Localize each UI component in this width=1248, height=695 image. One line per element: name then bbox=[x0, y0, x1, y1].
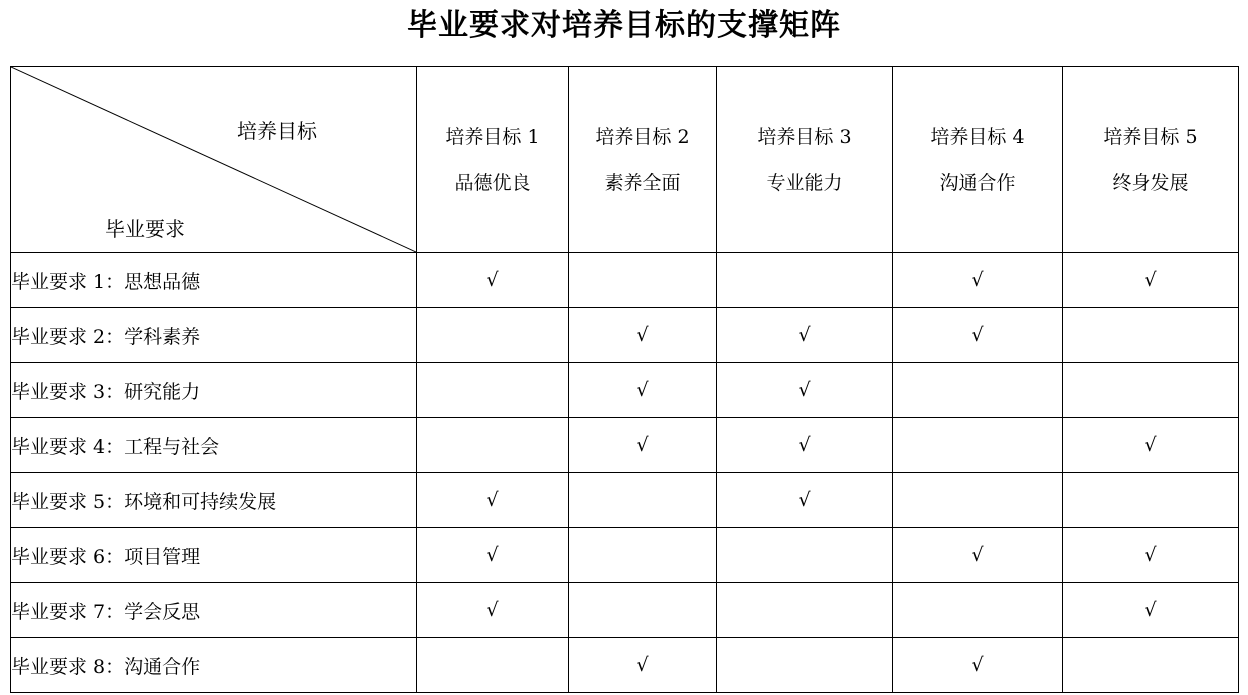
support-mark-cell: √ bbox=[569, 363, 717, 418]
support-mark-cell: √ bbox=[717, 363, 893, 418]
support-mark-cell: √ bbox=[417, 528, 569, 583]
requirement-row bbox=[11, 253, 1239, 308]
document-title: 毕业要求对培养目标的支撑矩阵 bbox=[407, 8, 841, 43]
support-mark-cell bbox=[1063, 473, 1239, 528]
goal-name: 终身发展 bbox=[1112, 171, 1189, 194]
goal-header-2 bbox=[569, 67, 717, 253]
requirement-label: 毕业要求 3：研究能力 bbox=[11, 363, 417, 418]
requirement-label: 毕业要求 8：沟通合作 bbox=[11, 638, 417, 693]
support-mark-cell: √ bbox=[717, 308, 893, 363]
goal-name: 沟通合作 bbox=[939, 171, 1016, 194]
support-mark-cell bbox=[1063, 638, 1239, 693]
requirement-label: 毕业要求 6：项目管理 bbox=[11, 528, 417, 583]
goal-name: 品德优良 bbox=[454, 171, 531, 194]
requirement-label: 毕业要求 4：工程与社会 bbox=[11, 418, 417, 473]
requirement-row bbox=[11, 473, 1239, 528]
goal-code: 培养目标 5 bbox=[1103, 125, 1198, 148]
requirement-row bbox=[11, 418, 1239, 473]
requirement-label: 毕业要求 5：环境和可持续发展 bbox=[11, 473, 417, 528]
support-mark-cell bbox=[569, 528, 717, 583]
support-mark-cell: √ bbox=[569, 638, 717, 693]
goal-name: 素养全面 bbox=[604, 171, 681, 194]
support-mark-cell: √ bbox=[1063, 528, 1239, 583]
support-mark-cell: √ bbox=[893, 528, 1063, 583]
support-mark-cell: √ bbox=[717, 418, 893, 473]
support-mark-cell bbox=[417, 308, 569, 363]
diagonal-divider bbox=[11, 67, 416, 252]
support-mark-cell bbox=[717, 638, 893, 693]
goal-code: 培养目标 1 bbox=[445, 125, 540, 148]
goal-name: 专业能力 bbox=[766, 171, 843, 194]
support-mark-cell bbox=[1063, 363, 1239, 418]
goal-code: 培养目标 2 bbox=[595, 125, 690, 148]
support-mark-cell bbox=[569, 583, 717, 638]
support-mark-cell: √ bbox=[417, 253, 569, 308]
support-mark-cell bbox=[417, 638, 569, 693]
support-mark-cell bbox=[893, 583, 1063, 638]
support-mark-cell: √ bbox=[717, 473, 893, 528]
support-mark-cell bbox=[893, 363, 1063, 418]
support-mark-cell bbox=[893, 473, 1063, 528]
support-mark-cell: √ bbox=[893, 308, 1063, 363]
support-mark-cell bbox=[717, 253, 893, 308]
support-mark-cell: √ bbox=[893, 253, 1063, 308]
requirement-row bbox=[11, 583, 1239, 638]
support-mark-cell bbox=[569, 473, 717, 528]
support-mark-cell: √ bbox=[1063, 418, 1239, 473]
header-row bbox=[11, 67, 1239, 253]
support-mark-cell bbox=[569, 253, 717, 308]
goal-code: 培养目标 4 bbox=[930, 125, 1025, 148]
goal-header-1 bbox=[417, 67, 569, 253]
support-mark-cell bbox=[717, 528, 893, 583]
goal-header-5 bbox=[1063, 67, 1239, 253]
support-mark-cell bbox=[893, 418, 1063, 473]
requirement-row bbox=[11, 363, 1239, 418]
support-mark-cell: √ bbox=[1063, 253, 1239, 308]
corner-goals-label: 培养目标 bbox=[237, 119, 317, 143]
support-matrix-table bbox=[10, 66, 1239, 693]
goal-header-4 bbox=[893, 67, 1063, 253]
support-mark-cell: √ bbox=[569, 418, 717, 473]
support-mark-cell bbox=[717, 583, 893, 638]
support-mark-cell: √ bbox=[1063, 583, 1239, 638]
corner-header-cell bbox=[11, 67, 417, 253]
requirement-label: 毕业要求 2：学科素养 bbox=[11, 308, 417, 363]
goal-code: 培养目标 3 bbox=[757, 125, 852, 148]
support-mark-cell: √ bbox=[569, 308, 717, 363]
support-mark-cell: √ bbox=[893, 638, 1063, 693]
requirement-row bbox=[11, 528, 1239, 583]
support-mark-cell bbox=[417, 363, 569, 418]
support-mark-cell: √ bbox=[417, 583, 569, 638]
requirement-row bbox=[11, 308, 1239, 363]
goal-header-3 bbox=[717, 67, 893, 253]
support-mark-cell bbox=[1063, 308, 1239, 363]
support-mark-cell bbox=[417, 418, 569, 473]
requirement-row bbox=[11, 638, 1239, 693]
requirement-label: 毕业要求 7：学会反思 bbox=[11, 583, 417, 638]
corner-requirements-label: 毕业要求 bbox=[105, 217, 185, 241]
support-mark-cell: √ bbox=[417, 473, 569, 528]
requirement-label: 毕业要求 1：思想品德 bbox=[11, 253, 417, 308]
